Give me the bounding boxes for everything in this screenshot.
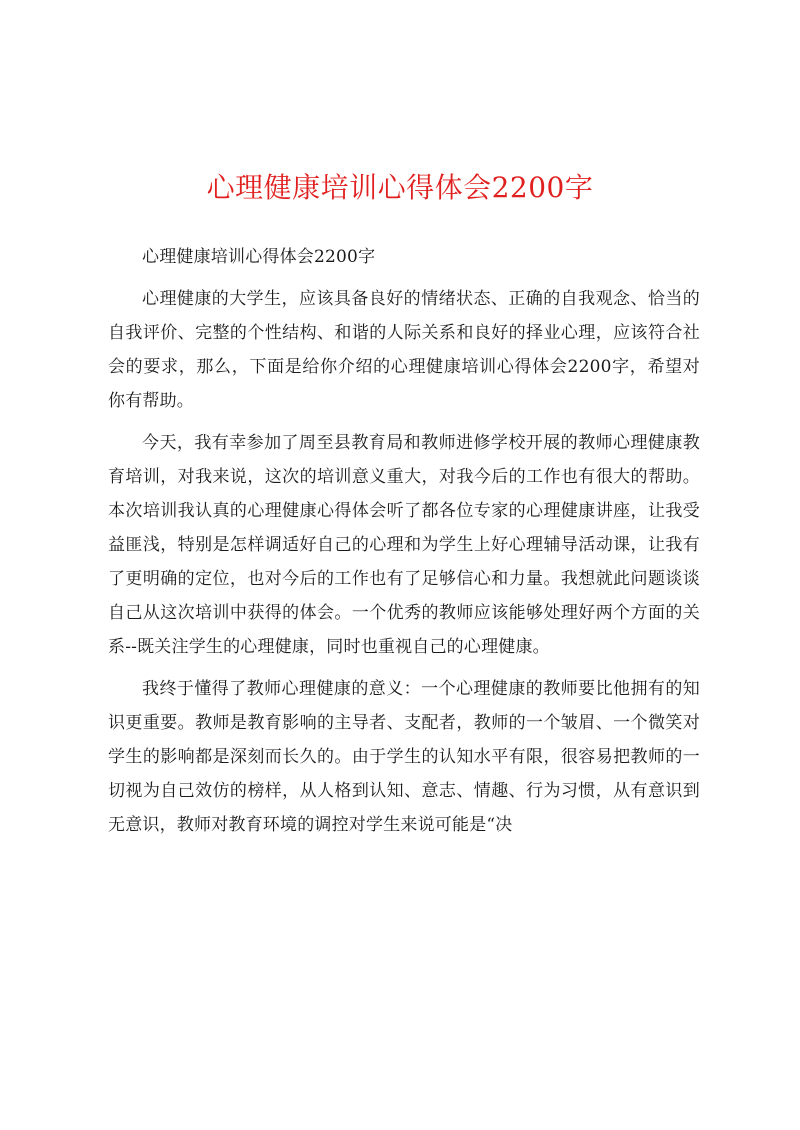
document-title: 心理健康培训心得体会2200字: [206, 171, 594, 204]
paragraph-training: 今天，我有幸参加了周至县教育局和教师进修学校开展的教师心理健康教育培训，对我来说，这次的培训意义重大，对我今后的工作也有很大的帮助。本次培训我认真的心理健康心得体会听了都各位专家的心理健康讲座，让我受益匪浅，特别是怎样调适好自己的心理和为学生上好心理辅导活动课，让我有了更明确的定位，也对今后的工作也有了足够信心和力量。我想就此问题谈谈自己从这次培训中获得的体会。一个优秀的教师应该能够处理好两个方面的关系--既关注学生的心理健康，同时也重视自己的心理健康。: [108, 433, 700, 657]
document-body: [108, 240, 700, 850]
paragraph-intro: 心理健康的大学生，应该具备良好的情绪状态、正确的自我观念、恰当的自我评价、完整的个性结构、和谐的人际关系和良好的择业心理，应该符合社会的要求，那么，下面是给你介绍的心理健康培训心得体会2200字，希望对你有帮助。: [108, 289, 700, 411]
paragraph-meaning: 我终于懂得了教师心理健康的意义：一个心理健康的教师要比他拥有的知识更重要。教师是教育影响的主导者、支配者，教师的一个皱眉、一个微笑对学生的影响都是深刻而长久的。由于学生的认知水平有限，很容易把教师的一切视为自己效仿的榜样，从人格到认知、意志、情趣、行为习惯，从有意识到无意识，教师对教育环境的调控对学生来说可能是“决: [108, 679, 700, 835]
paragraph-subtitle: 心理健康培训心得体会2200字: [142, 247, 376, 267]
